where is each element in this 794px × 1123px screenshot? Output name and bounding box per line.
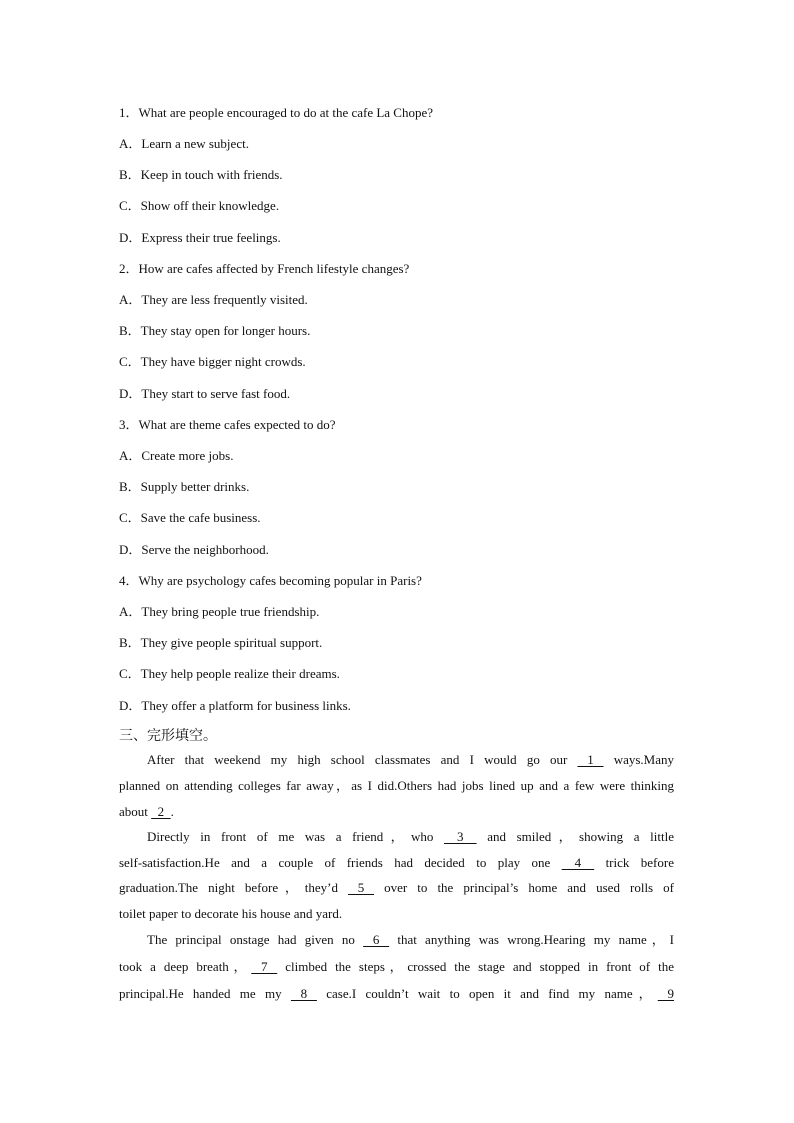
cloze-p2-line-3	[119, 879, 674, 897]
cloze-blank-2: 2	[151, 804, 171, 819]
cloze-text: took a deep breath，	[119, 959, 252, 974]
cloze-blank-5: 5	[348, 880, 375, 895]
cloze-text: Directly in front of me was a friend，who	[147, 829, 445, 844]
cloze-p1-line-1	[119, 751, 674, 769]
cloze-text: and smiled，showing a little	[476, 829, 675, 844]
cloze-p2-line-2	[119, 854, 674, 872]
question-3-option-a: A．Create more jobs.	[119, 448, 234, 463]
question-1-option-d: D．Express their true feelings.	[119, 230, 281, 245]
question-4-option-d: D．They offer a platform for business links.	[119, 698, 351, 713]
cloze-p3-line-3	[119, 985, 674, 1003]
cloze-text: principal.He handed me my	[119, 986, 291, 1001]
question-1-stem: 1．What are people encouraged to do at the cafe La Chope?	[119, 105, 434, 120]
cloze-text: about	[119, 804, 152, 819]
section-heading-cloze: 三、完形填空。	[119, 728, 217, 744]
cloze-p1-line-3	[119, 803, 674, 821]
cloze-p2-line-4: toilet paper to decorate his house and yard.	[119, 906, 343, 921]
cloze-p1-line-2: planned on attending colleges far away，as I did.Others had jobs lined up and a few were thinking	[119, 778, 674, 793]
question-3-stem: 3．What are theme cafes expected to do?	[119, 417, 336, 432]
question-3-option-c: C．Save the cafe business.	[119, 510, 261, 525]
cloze-blank-6: 6	[363, 932, 390, 947]
cloze-text: ways.Many	[603, 752, 674, 767]
cloze-blank-1: 1	[577, 752, 604, 767]
question-4-stem: 4．Why are psychology cafes becoming popular in Paris?	[119, 573, 422, 588]
question-2-stem: 2．How are cafes affected by French lifestyle changes?	[119, 261, 410, 276]
question-1-option-a: A．Learn a new subject.	[119, 136, 249, 151]
cloze-text: climbed the steps，crossed the stage and stopped in front of the	[277, 959, 674, 974]
cloze-p2-line-1	[119, 828, 674, 846]
question-1-option-c: C．Show off their knowledge.	[119, 198, 280, 213]
question-4-option-a: A．They bring people true friendship.	[119, 604, 320, 619]
cloze-blank-9: 9	[657, 986, 674, 1001]
question-3-option-b: B．Supply better drinks.	[119, 479, 250, 494]
cloze-blank-4: 4	[561, 855, 595, 870]
cloze-text: that anything was wrong.Hearing my name，I	[389, 932, 675, 947]
cloze-text: case.I couldn’t wait to open it and find my name，	[316, 986, 658, 1001]
cloze-text: over to the principal’s home and used rolls of	[374, 880, 675, 895]
question-4-option-c: C．They help people realize their dreams.	[119, 666, 340, 681]
cloze-text: After that weekend my high school classmates and I would go our	[147, 752, 578, 767]
cloze-p3-line-1	[119, 931, 674, 949]
cloze-text: self-satisfaction.He and a couple of friends had decided to play one	[119, 855, 562, 870]
question-1-option-b: B．Keep in touch with friends.	[119, 167, 283, 182]
cloze-text: graduation.The night before，they’d	[119, 880, 349, 895]
cloze-blank-7: 7	[251, 959, 278, 974]
question-2-option-c: C．They have bigger night crowds.	[119, 354, 306, 369]
question-2-option-b: B．They stay open for longer hours.	[119, 323, 311, 338]
cloze-text: The principal onstage had given no	[147, 932, 364, 947]
question-4-option-b: B．They give people spiritual support.	[119, 635, 323, 650]
cloze-p3-line-2	[119, 958, 674, 976]
cloze-text: trick before	[594, 855, 674, 870]
cloze-text: .	[170, 804, 174, 819]
question-2-option-a: A．They are less frequently visited.	[119, 292, 308, 307]
question-3-option-d: D．Serve the neighborhood.	[119, 542, 269, 557]
question-2-option-d: D．They start to serve fast food.	[119, 386, 291, 401]
cloze-blank-8: 8	[290, 986, 317, 1001]
cloze-blank-3: 3	[444, 829, 477, 844]
